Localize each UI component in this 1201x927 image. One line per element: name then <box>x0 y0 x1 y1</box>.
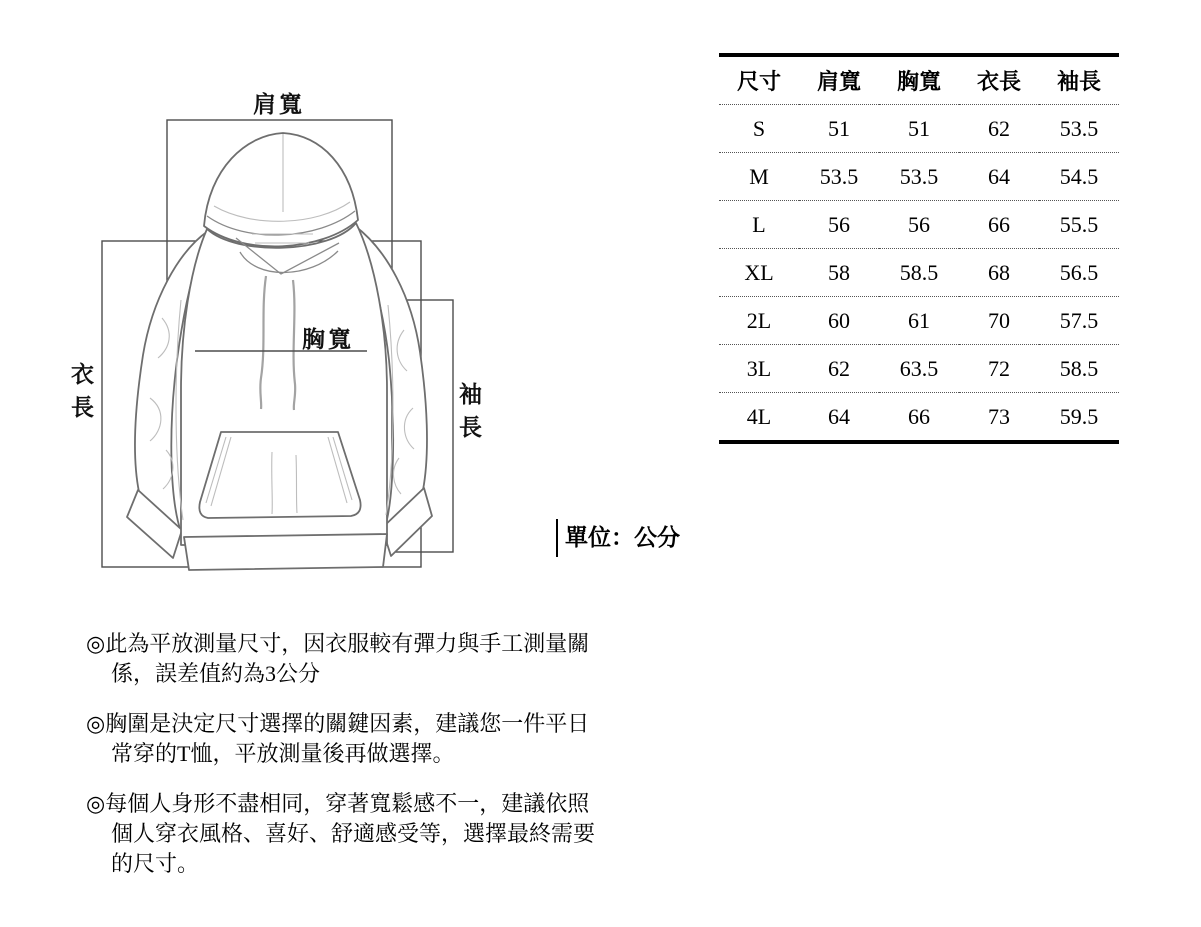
table-row <box>719 153 1119 201</box>
cell-value: 56 <box>828 211 850 237</box>
cell-value: 70 <box>988 307 1010 333</box>
shoulder-width-label: 肩寬 <box>253 92 305 117</box>
sleeve-length-label: 袖長 <box>456 382 481 448</box>
cell-value: 66 <box>908 403 930 429</box>
table-header-row <box>719 55 1119 105</box>
cell-size: S <box>752 115 766 141</box>
cell-value: 62 <box>828 355 850 381</box>
note-line: ◎此為平放測量尺寸，因衣服較有彈力與手工測量關 <box>86 631 590 656</box>
cell-value: 58.5 <box>899 259 939 285</box>
note-line: ◎每個人身形不盡相同，穿著寬鬆感不一，建議依照 <box>86 791 590 816</box>
cell-value: 51 <box>908 115 930 141</box>
cell-value: 55.5 <box>1059 211 1099 237</box>
cell-value: 59.5 <box>1059 403 1099 429</box>
cell-value: 63.5 <box>899 355 939 381</box>
table-row <box>719 105 1119 153</box>
cell-value: 68 <box>988 259 1010 285</box>
cell-size: 4L <box>746 403 772 429</box>
size-table-container <box>719 53 1119 444</box>
table-row <box>719 249 1119 297</box>
garment-length-label: 衣長 <box>68 362 93 428</box>
note-line: 係，誤差值約為3公分 <box>111 661 321 686</box>
cell-size: XL <box>744 259 774 285</box>
cell-value: 54.5 <box>1059 163 1099 189</box>
col-header-length: 衣長 <box>976 69 1021 94</box>
cell-value: 57.5 <box>1059 307 1099 333</box>
cell-size: M <box>749 163 769 189</box>
hood <box>204 133 358 246</box>
note-line: 常穿的T恤，平放測量後再做選擇。 <box>111 741 455 766</box>
table-row <box>719 201 1119 249</box>
note-item <box>86 629 666 689</box>
cell-size: L <box>752 211 766 237</box>
cell-value: 53.5 <box>819 163 859 189</box>
cell-size: 3L <box>746 355 772 381</box>
cell-value: 58.5 <box>1059 355 1099 381</box>
col-header-shoulder: 肩寬 <box>816 69 861 94</box>
table-row <box>719 393 1119 443</box>
col-header-chest: 胸寬 <box>896 69 941 94</box>
note-line: 的尺寸。 <box>111 851 200 876</box>
size-table <box>719 53 1119 444</box>
cell-value: 53.5 <box>1059 115 1099 141</box>
notes-section <box>86 629 666 899</box>
unit-note: 單位：公分 <box>556 519 680 557</box>
cell-value: 72 <box>988 355 1010 381</box>
table-row <box>719 297 1119 345</box>
note-item <box>86 709 666 769</box>
cell-value: 61 <box>908 307 930 333</box>
size-table-body <box>719 105 1119 443</box>
cell-value: 66 <box>988 211 1010 237</box>
note-line: ◎胸圍是決定尺寸選擇的關鍵因素，建議您一件平日 <box>86 711 590 736</box>
col-header-size: 尺寸 <box>736 69 781 94</box>
cell-value: 56.5 <box>1059 259 1099 285</box>
chest-width-label: 胸寬 <box>302 327 354 352</box>
cell-value: 56 <box>908 211 930 237</box>
cell-value: 58 <box>828 259 850 285</box>
hem-band <box>184 534 387 570</box>
col-header-sleeve: 袖長 <box>1056 69 1101 94</box>
cell-value: 62 <box>988 115 1010 141</box>
cell-size: 2L <box>746 307 772 333</box>
note-item <box>86 789 666 879</box>
cell-value: 53.5 <box>899 163 939 189</box>
cell-value: 64 <box>828 403 850 429</box>
cell-value: 73 <box>988 403 1010 429</box>
cell-value: 51 <box>828 115 850 141</box>
cell-value: 60 <box>828 307 850 333</box>
cell-value: 64 <box>988 163 1010 189</box>
note-line: 個人穿衣風格、喜好、舒適感受等，選擇最終需要 <box>111 821 596 846</box>
table-row <box>719 345 1119 393</box>
